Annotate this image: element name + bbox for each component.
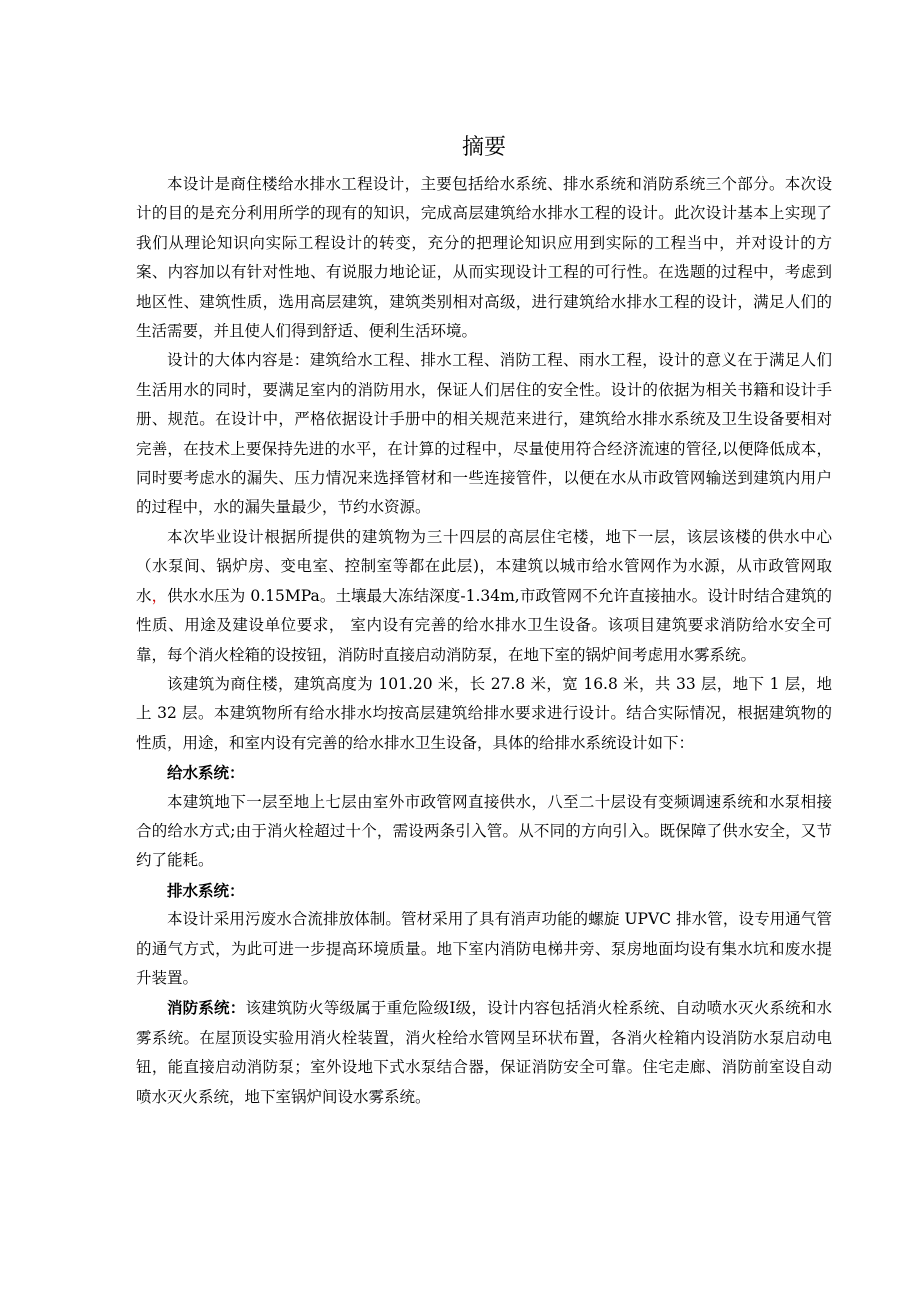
paragraph-water-supply: 本建筑地下一层至地上七层由室外市政管网直接供水，八至二十层设有变频调速系统和水泵相接合的给水方式;由于消火栓超过十个，需设两条引入管。从不同的方向引入。既保障了供水安全，又节约了能耗。 xyxy=(136,792,832,870)
page-title: 摘要 xyxy=(461,135,506,160)
paragraph-building-info-part2: 供水水压为 0.15MPa。土壤最大冻结深度-1.34m,市政管网不允许直接抽水。设计时结合建筑的性质、用途及建设单位要求， 室内设有完善的给水排水卫生设备。该项目建筑要求消防给水安全可靠，每个消火栓箱的设按钮，消防时直接启动消防泵，在地下室的锅炉间考虑用水雾系统。 xyxy=(136,586,832,664)
paragraph-fire-protection xyxy=(136,993,832,1112)
paragraph-intro: 本设计是商住楼给水排水工程设计，主要包括给水系统、排水系统和消防系统三个部分。本次设计的目的是充分利用所学的现有的知识，完成高层建筑给水排水工程的设计。此次设计基本上实现了我们从理论知识向实际工程设计的转变，充分的把理论知识应用到实际的工程当中，并对设计的方案、内容加以有针对性地、有说服力地论证，从而实现设计工程的可行性。在选题的过程中，考虑到地区性、建筑性质，选用高层建筑，建筑类别相对高级，进行建筑给水排水工程的设计，满足人们的生活需要，并且使人们得到舒适、便利生活环境。 xyxy=(136,175,832,341)
fire-protection-text: 该建筑防火等级属于重危险级Ⅰ级，设计内容包括消火栓系统、自动喷水灭火系统和水雾系统。在屋顶设实验用消火栓装置，消火栓给水管网呈环状布置，各消火栓箱内设消防水泵启动电钮，能直接启动消防泵；室外设地下式水泵结合器，保证消防安全可靠。住宅走廊、消防前室设自动喷水灭火系统，地下室锅炉间设水雾系统。 xyxy=(136,999,832,1106)
paragraph-content: 设计的大体内容是：建筑给水工程、排水工程、消防工程、雨水工程，设计的意义在于满足人们生活用水的同时，要满足室内的消防用水，保证人们居住的安全性。设计的依据为相关书籍和设计手册、规范。在设计中，严格依据设计手册中的相关规范来进行，建筑给水排水系统及卫生设备要相对完善，在技术上要保持先进的水平，在计算的过程中，尽量使用符合经济流速的管径,以便降低成本，同时要考虑水的漏失、压力情况来选择管材和一些连接管件，以便在水从市政管网输送到建筑内用户的过程中，水的漏失量最少，节约水资源。 xyxy=(136,351,832,517)
paragraph-drainage: 本设计采用污废水合流排放体制。管材采用了具有消声功能的螺旋 UPVC 排水管，设专用通气管的通气方式，为此可进一步提高环境质量。地下室内消防电梯井旁、泵房地面均设有集水坑和废水提升装置。 xyxy=(136,910,832,987)
heading-water-supply: 给水系统： xyxy=(167,763,245,783)
paragraph-building-dimensions: 该建筑为商住楼，建筑高度为 101.20 米，长 27.8 米，宽 16.8 米，共 33 层，地下 1 层，地上 32 层。本建筑物所有给水排水均按高层建筑给排水要求进行设计。结合实际情况，根据建筑物的性质，用途，和室内设有完善的给水排水卫生设备，具体的给排水系统设计如下： xyxy=(136,674,832,752)
heading-drainage: 排水系统： xyxy=(167,880,245,900)
paragraph-building-info xyxy=(136,523,832,670)
highlighted-comma: ， xyxy=(151,586,168,605)
document-page xyxy=(136,128,832,1112)
label-fire-protection: 消防系统： xyxy=(167,998,246,1018)
paragraph-building-info-part1: 本次毕业设计根据所提供的建筑物为三十四层的高层住宅楼，地下一层，该层该楼的供水中心（水泵间、锅炉房、变电室、控制室等都在此层)，本建筑以城市给水管网作为水源，从市政管网取水 xyxy=(136,527,832,605)
